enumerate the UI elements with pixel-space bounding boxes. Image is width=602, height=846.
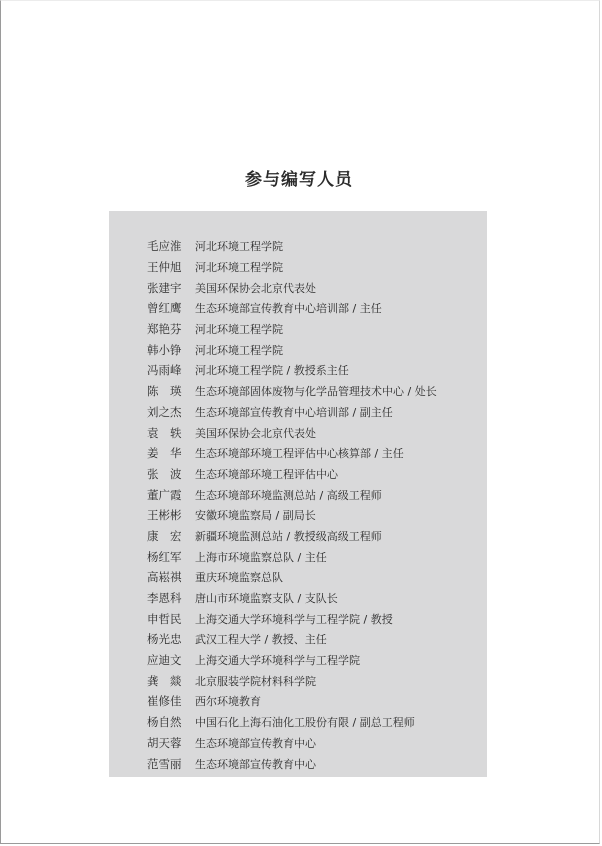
contributor-affiliation: 生态环境部环境监测总站 / 高级工程师: [195, 488, 382, 502]
contributor-affiliation: 生态环境部环境工程评估中心核算部 / 主任: [195, 447, 404, 461]
contributor-name: 康 宏: [147, 528, 182, 543]
contributor-name: 王仲旭: [147, 260, 182, 275]
contributor-affiliation: 生态环境部宣传教育中心培训部 / 副主任: [195, 405, 393, 419]
contributor-affiliation: 河北环境工程学院: [195, 343, 283, 357]
contributor-row: [147, 629, 437, 650]
contributor-name: 毛应淮: [147, 239, 182, 254]
contributor-affiliation: 北京服装学院材料科学院: [195, 674, 316, 688]
contributor-row: [147, 319, 437, 340]
contributor-row: [147, 670, 437, 691]
contributor-affiliation: 西尔环境教育: [195, 695, 261, 709]
contributor-name: 王彬彬: [147, 508, 182, 523]
contributor-affiliation: 河北环境工程学院: [195, 261, 283, 275]
contributor-name: 高崧祺: [147, 570, 182, 585]
contributor-row: [147, 691, 437, 712]
contributor-row: [147, 236, 437, 257]
contributor-row: [147, 402, 437, 423]
contributor-affiliation: 上海市环境监察总队 / 主任: [195, 550, 327, 564]
contributor-name: 陈 瑛: [147, 384, 182, 399]
contributor-row: [147, 608, 437, 629]
contributor-row: [147, 298, 437, 319]
contributor-row: [147, 650, 437, 671]
contributor-row: [147, 505, 437, 526]
contributor-affiliation: 武汉工程大学 / 教授、主任: [195, 633, 327, 647]
contributor-row: [147, 277, 437, 298]
contributor-name: 杨红军: [147, 549, 182, 564]
contributor-name: 张 波: [147, 466, 182, 481]
page-title: 参与编写人员: [245, 170, 353, 190]
contributor-affiliation: 生态环境部固体废物与化学品管理技术中心 / 处长: [195, 385, 437, 399]
contributor-row: [147, 567, 437, 588]
contributor-affiliation: 上海交通大学环境科学与工程学院: [195, 654, 360, 668]
contributor-name: 范雪丽: [147, 756, 182, 771]
contributor-row: [147, 360, 437, 381]
contributor-row: [147, 339, 437, 360]
contributor-row: [147, 443, 437, 464]
contributor-row: [147, 257, 437, 278]
contributor-name: 崔修佳: [147, 694, 182, 709]
contributor-name: 曾红鹰: [147, 301, 182, 316]
contributors-panel: [109, 211, 487, 777]
contributor-name: 胡天蓉: [147, 735, 182, 750]
contributor-name: 张建宇: [147, 280, 182, 295]
contributor-row: [147, 733, 437, 754]
contributor-row: [147, 422, 437, 443]
contributor-affiliation: 新疆环境监测总站 / 教授级高级工程师: [195, 529, 382, 543]
contributor-name: 董广霞: [147, 487, 182, 502]
contributor-affiliation: 生态环境部环境工程评估中心: [195, 467, 338, 481]
contributor-affiliation: 生态环境部宣传教育中心: [195, 736, 316, 750]
contributor-name: 刘之杰: [147, 404, 182, 419]
contributor-affiliation: 河北环境工程学院: [195, 240, 283, 254]
contributor-affiliation: 安徽环境监察局 / 副局长: [195, 509, 316, 523]
contributor-row: [147, 712, 437, 733]
contributor-name: 郑艳芬: [147, 322, 182, 337]
contributor-row: [147, 484, 437, 505]
contributor-name: 申哲民: [147, 611, 182, 626]
contributor-affiliation: 美国环保协会北京代表处: [195, 426, 316, 440]
contributor-name: 应迪文: [147, 653, 182, 668]
contributor-name: 杨光忠: [147, 632, 182, 647]
contributor-name: 姜 华: [147, 446, 182, 461]
contributor-name: 李恩科: [147, 591, 182, 606]
contributor-row: [147, 464, 437, 485]
contributor-name: 杨自然: [147, 715, 182, 730]
contributor-affiliation: 中国石化上海石油化工股份有限 / 副总工程师: [195, 716, 415, 730]
contributor-affiliation: 生态环境部宣传教育中心培训部 / 主任: [195, 302, 382, 316]
contributor-affiliation: 美国环保协会北京代表处: [195, 281, 316, 295]
contributor-affiliation: 生态环境部宣传教育中心: [195, 757, 316, 771]
contributor-affiliation: 河北环境工程学院: [195, 323, 283, 337]
contributor-name: 龚 燚: [147, 673, 182, 688]
contributor-affiliation: 重庆环境监察总队: [195, 571, 283, 585]
contributor-affiliation: 河北环境工程学院 / 教授系主任: [195, 364, 349, 378]
contributor-name: 冯雨峰: [147, 363, 182, 378]
contributor-name: 韩小铮: [147, 342, 182, 357]
contributor-list: [147, 236, 437, 774]
contributor-row: [147, 753, 437, 774]
contributor-name: 袁 轶: [147, 425, 182, 440]
contributor-row: [147, 588, 437, 609]
contributor-row: [147, 546, 437, 567]
contributor-affiliation: 唐山市环境监察支队 / 支队长: [195, 592, 338, 606]
contributor-row: [147, 526, 437, 547]
contributor-affiliation: 上海交通大学环境科学与工程学院 / 教授: [195, 612, 393, 626]
contributor-row: [147, 381, 437, 402]
